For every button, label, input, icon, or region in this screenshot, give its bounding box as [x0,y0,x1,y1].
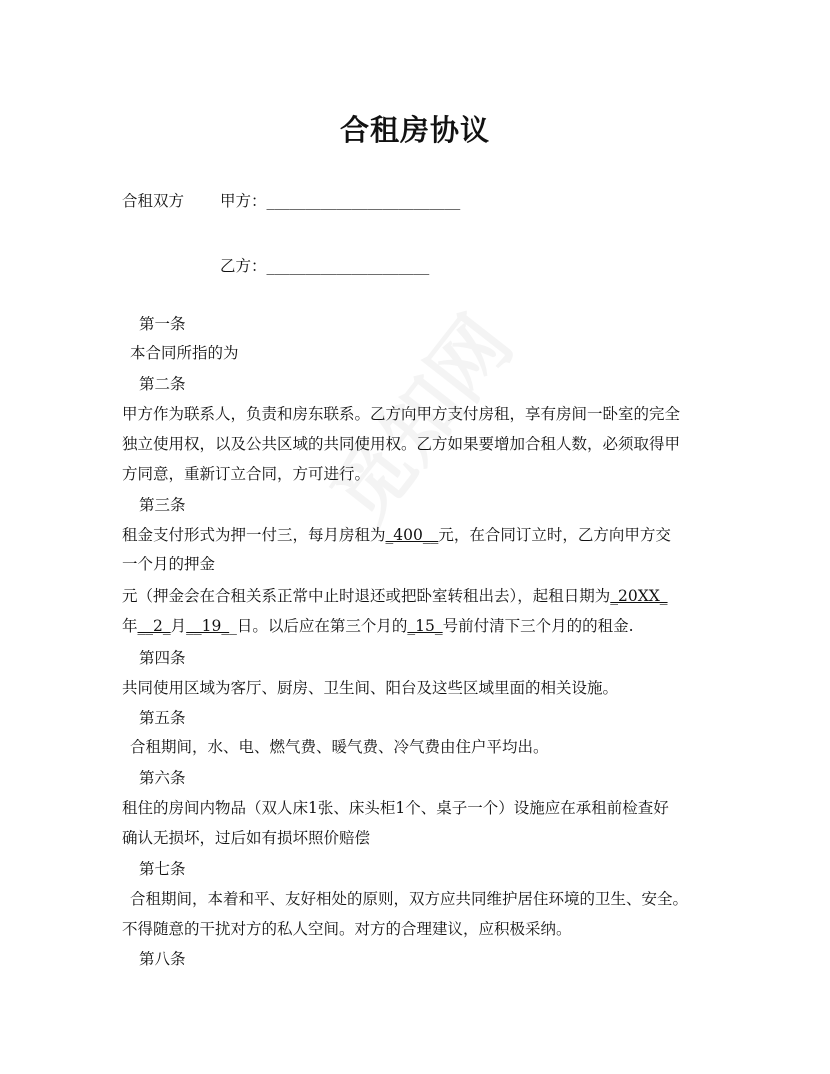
article-7-line-2: 不得随意的干扰对方的私人空间。对方的合理建议，应积极采纳。 [122,920,572,938]
article-4-line-1: 共同使用区域为客厅、厨房、卫生间、阳台及这些区域里面的相关设施。 [122,679,619,697]
pay-day: _15_ [407,617,443,635]
article-7-line-1: 合租期间，本着和平、友好相处的原则，双方应共同维护居住环境的卫生、安全。 [130,890,689,908]
article-3-text: 号前付清下三个月的的租金. [442,617,634,635]
article-6-line-2: 确认无损坏，过后如有损坏照价赔偿 [122,829,371,847]
article-3-line-2: 一个月的押金 [122,555,216,573]
article-2-line-3: 方同意，重新订立合同，方可进行。 [122,465,371,483]
article-1-heading: 第一条 [139,315,186,333]
party-b-label: 乙方： [220,257,267,275]
article-3-text: 租金支付形式为押一付三，每月房租为 [122,526,386,544]
article-3-line-1 [122,524,671,546]
article-7-heading: 第七条 [139,860,186,878]
article-3-text: 元，在合同订立时，乙方向甲方交 [438,526,671,544]
parties-label: 合租双方 [122,192,185,210]
article-3-heading: 第三条 [139,496,186,514]
start-year: _20XX_ [610,587,668,605]
article-2-heading: 第二条 [139,375,186,393]
article-3-text: _日。以后应在第三个月的 [229,617,408,635]
start-month: __2_ [137,617,171,635]
article-2-line-2: 独立使用权，以及公共区域的共同使用权。乙方如果要增加合租人数，必须取得甲 [122,435,681,453]
article-8-heading: 第八条 [139,950,186,968]
start-day: __19_ [186,617,230,635]
party-a-label: 甲方： [220,192,267,210]
party-a-blank: _________________________ [266,192,461,210]
article-3-text: 元（押金会在合租关系正常中止时退还或把卧室转租出去），起租日期为 [122,587,611,605]
page-title: 合租房协议 [339,113,490,147]
article-1-line-1: 本合同所指的为 [130,344,239,362]
article-2-line-1: 甲方作为联系人，负责和房东联系。乙方向甲方支付房租，享有房间一卧室的完全 [122,405,681,423]
article-3-line-4 [122,615,634,637]
article-5-line-1: 合租期间，水、电、燃气费、暖气费、冷气费由住户平均出。 [130,738,549,756]
article-3-line-3 [122,585,668,607]
article-5-heading: 第五条 [139,709,186,727]
party-a-row [220,190,460,212]
article-6-line-1: 租住的房间内物品（双人床1张、床头柜1个、桌子一个）设施应在承租前检查好 [122,799,669,817]
party-b-row [220,255,429,277]
rent-amount: _400__ [385,526,439,544]
article-6-heading: 第六条 [139,769,186,787]
article-4-heading: 第四条 [139,649,186,667]
year-label: 年 [122,617,138,635]
party-b-blank: _____________________ [266,257,430,275]
month-label: 月 [170,617,187,635]
